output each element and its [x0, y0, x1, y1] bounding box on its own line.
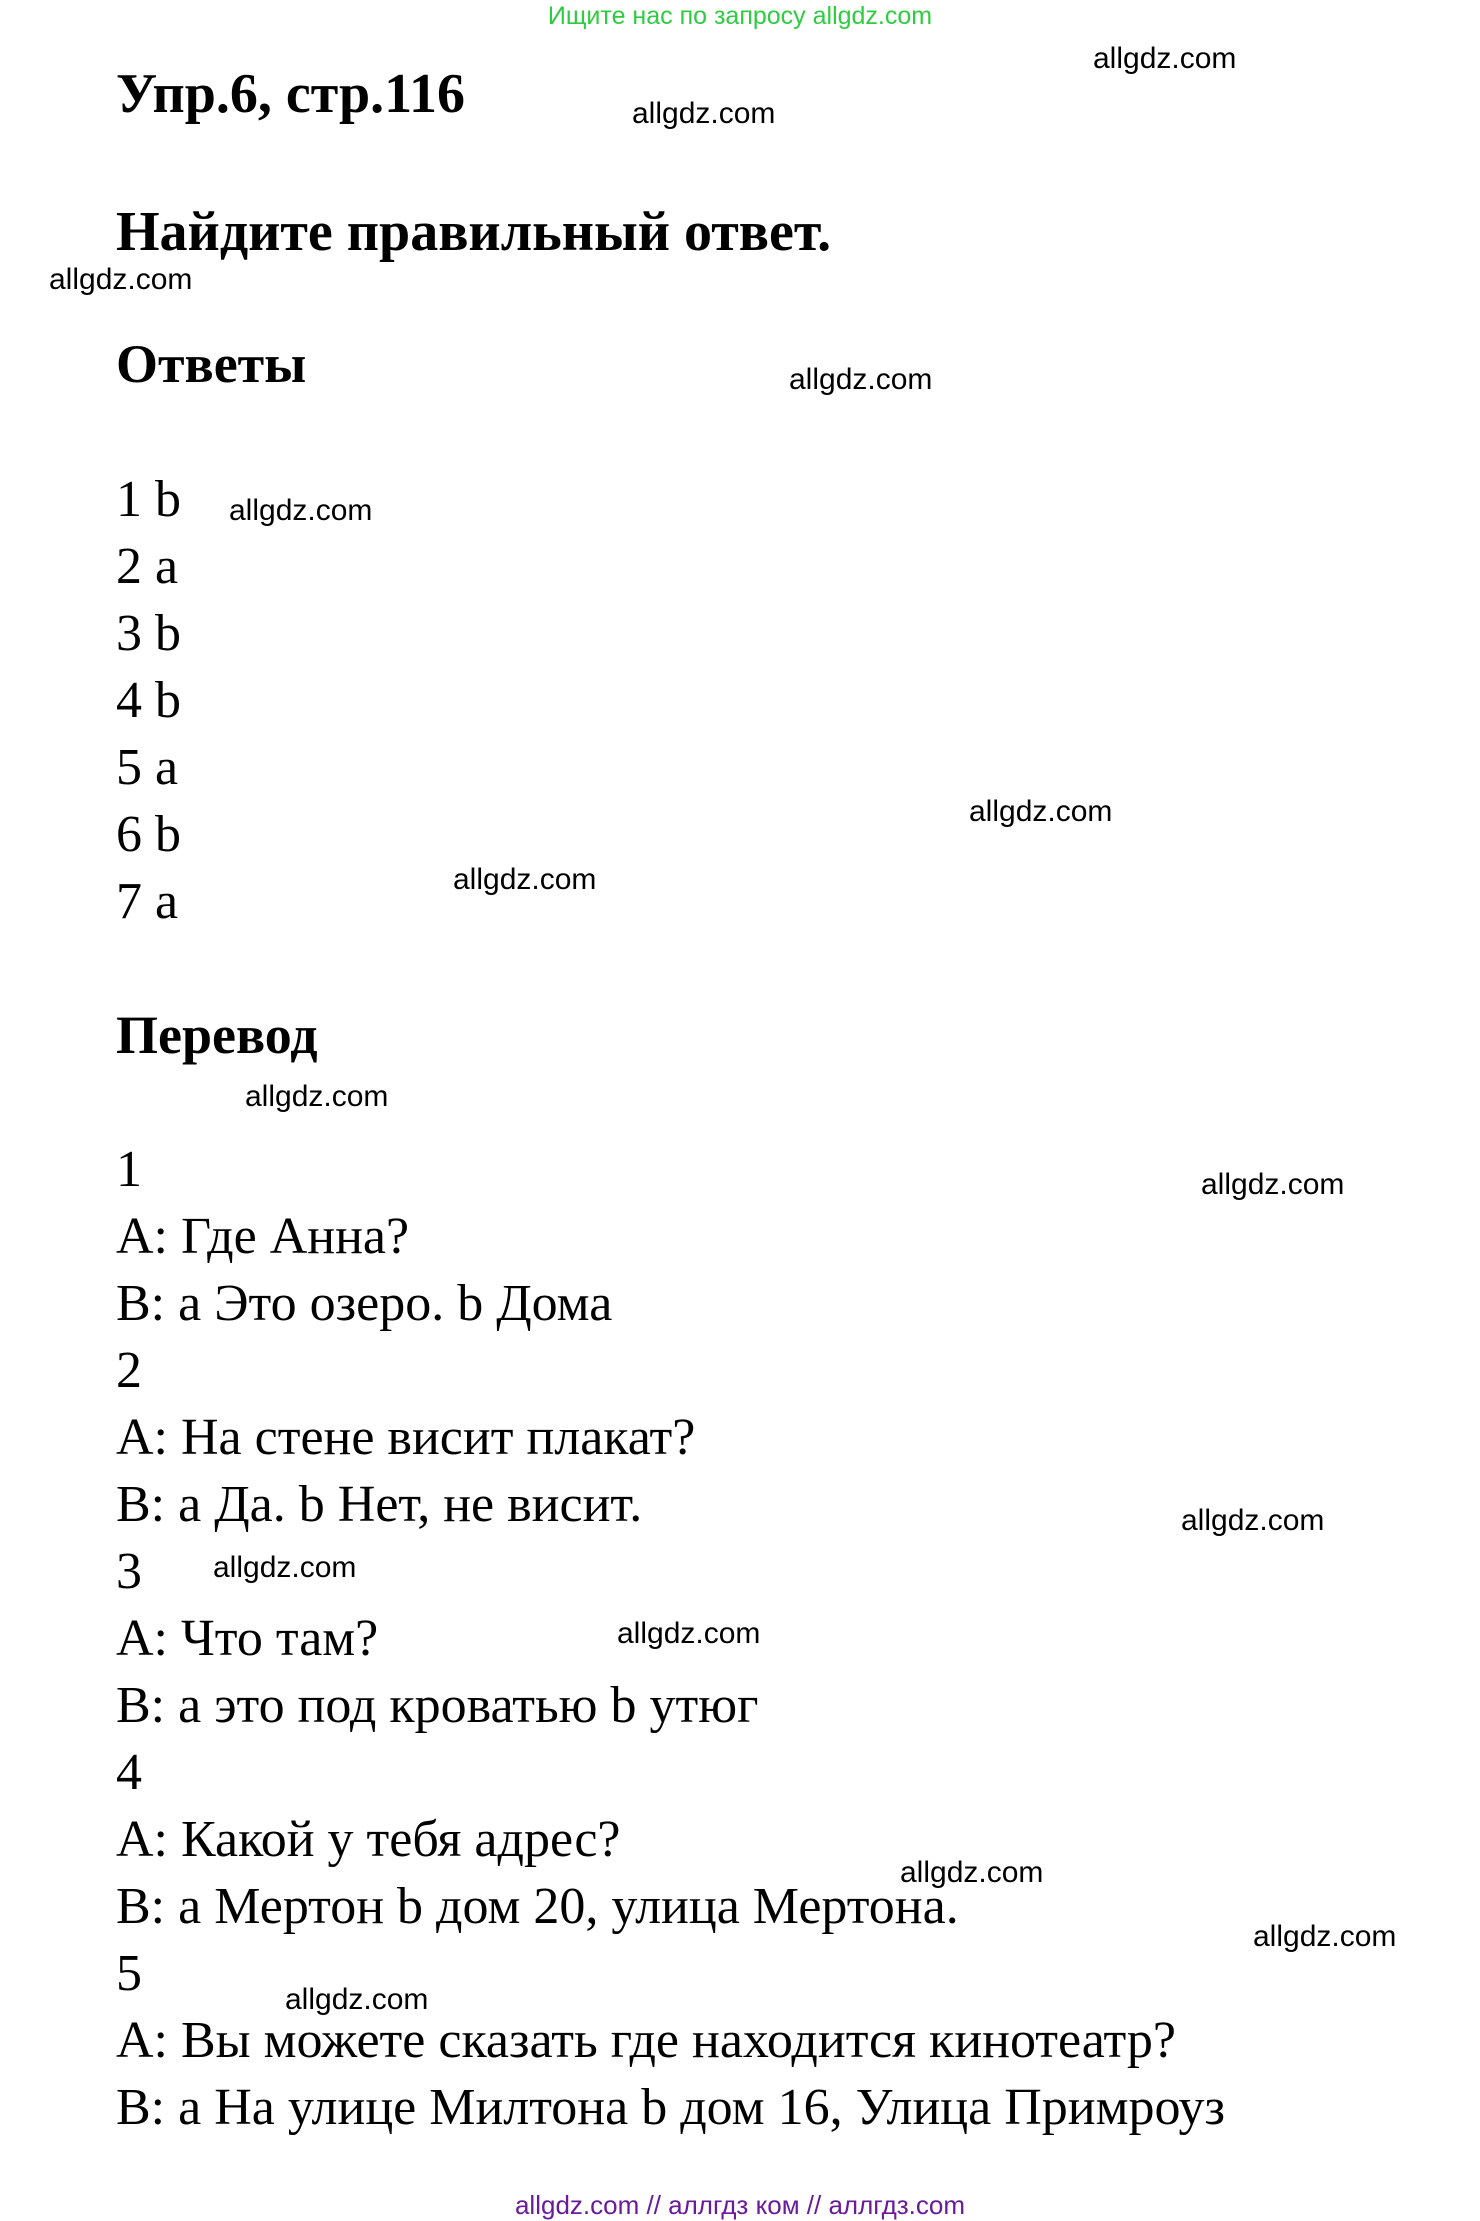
dialogue-question: A: Вы можете сказать где находится кинотеатр?	[116, 2012, 1176, 2069]
dialogue-answer: B: a На улице Милтона b дом 16, Улица Примроуз	[116, 2079, 1226, 2136]
watermark: allgdz.com	[1253, 1920, 1397, 1953]
watermark: allgdz.com	[789, 363, 933, 396]
answer-item: 7 a	[116, 873, 179, 930]
watermark: allgdz.com	[617, 1617, 761, 1650]
watermark: allgdz.com	[1201, 1168, 1345, 1201]
dialogue-answer: B: a Мертон b дом 20, улица Мертона.	[116, 1878, 959, 1935]
dialogue-number: 1	[116, 1141, 142, 1198]
dialogue-answer: B: a это под кроватью b утюг	[116, 1677, 759, 1734]
watermark: allgdz.com	[1093, 42, 1237, 75]
watermark: allgdz.com	[245, 1080, 389, 1113]
watermark: allgdz.com	[969, 795, 1113, 828]
dialogue-question: A: Что там?	[116, 1610, 379, 1667]
dialogue-answer: B: a Это озеро. b Дома	[116, 1275, 613, 1332]
page-title: Упр.6, стр.116	[116, 63, 466, 125]
answer-item: 5 a	[116, 739, 179, 796]
watermark: allgdz.com	[285, 1983, 429, 2016]
answer-item: 1 b	[116, 471, 181, 528]
watermark: allgdz.com	[900, 1856, 1044, 1889]
dialogue-question: A: Где Анна?	[116, 1208, 410, 1265]
search-banner: Ищите нас по запросу allgdz.com	[547, 2, 933, 30]
footer-links: allgdz.com // аллгдз ком // аллгдз.com	[514, 2190, 966, 2220]
answer-item: 3 b	[116, 605, 181, 662]
answers-heading: Ответы	[116, 334, 307, 394]
dialogue-number: 5	[116, 1945, 142, 2002]
watermark: allgdz.com	[49, 263, 193, 296]
dialogue-question: A: На стене висит плакат?	[116, 1409, 696, 1466]
watermark: allgdz.com	[1181, 1504, 1325, 1537]
task-heading: Найдите правильный ответ.	[116, 201, 832, 263]
answer-item: 2 a	[116, 538, 179, 595]
translation-heading: Перевод	[116, 1005, 318, 1065]
dialogue-question: A: Какой у тебя адрес?	[116, 1811, 621, 1868]
dialogue-number: 3	[116, 1543, 142, 1600]
dialogue-number: 2	[116, 1342, 142, 1399]
answer-item: 6 b	[116, 806, 181, 863]
dialogue-number: 4	[116, 1744, 142, 1801]
answer-item: 4 b	[116, 672, 181, 729]
watermark: allgdz.com	[632, 97, 776, 130]
watermark: allgdz.com	[229, 494, 373, 527]
dialogue-answer: B: a Да. b Нет, не висит.	[116, 1476, 643, 1533]
watermark: allgdz.com	[453, 863, 597, 896]
watermark: allgdz.com	[213, 1551, 357, 1584]
